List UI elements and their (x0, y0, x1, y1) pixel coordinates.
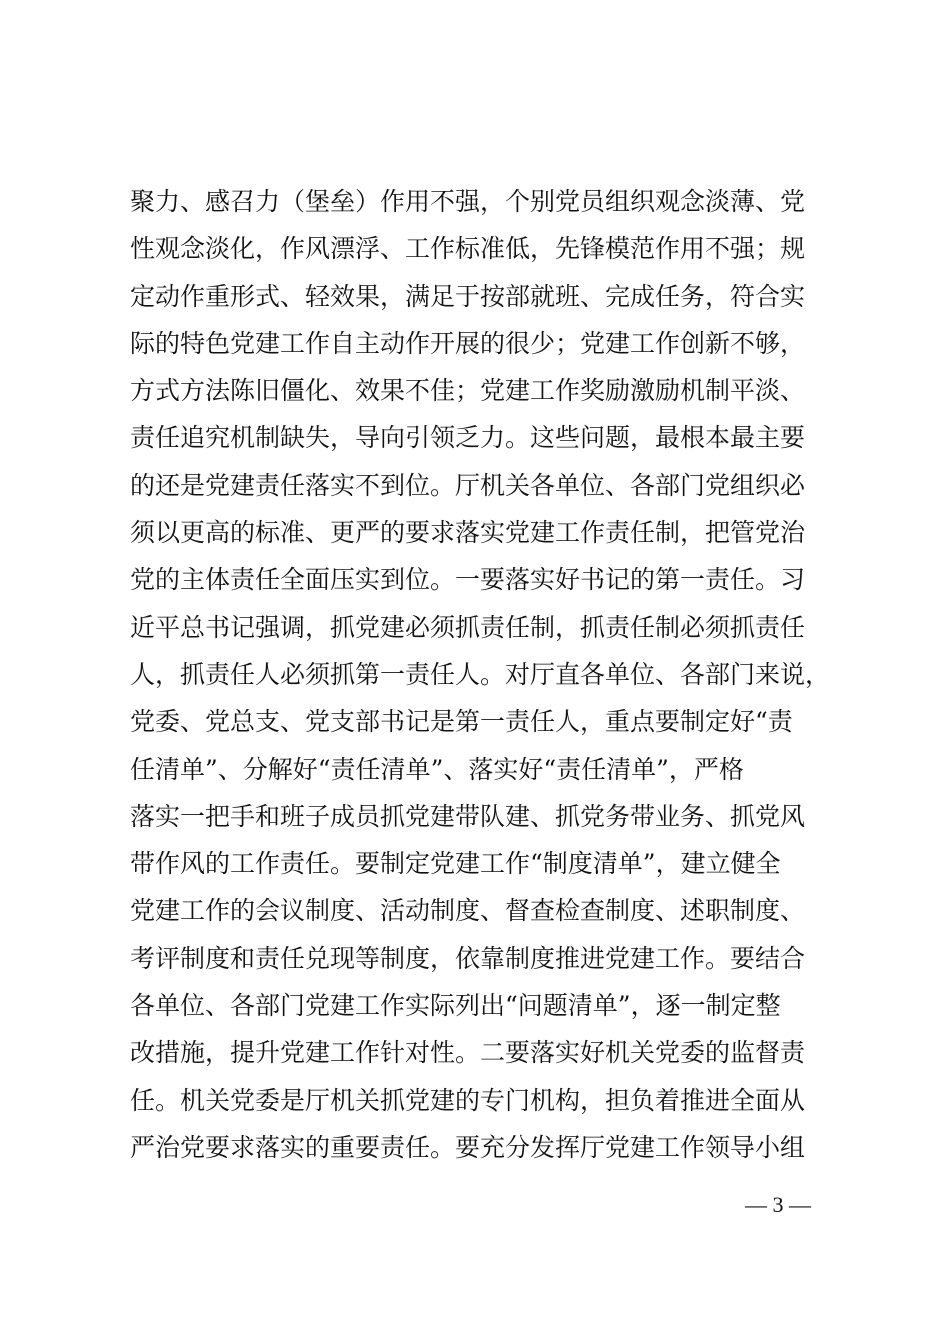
body-line-6: 责任追究机制缺失，导向引领乏力。这些问题，最根本最主要 (130, 423, 806, 453)
body-line-2: 性观念淡化，作风漂浮、工作标准低，先锋模范作用不强；规 (130, 234, 806, 264)
page-number: — 3 — (745, 1192, 811, 1217)
body-line-17: 考评制度和责任兑现等制度，依靠制度推进党建工作。要结合 (130, 943, 806, 973)
body-line-12: 党委、党总支、党支部书记是第一责任人，重点要制定好“责 (130, 707, 793, 737)
body-line-15: 带作风的工作责任。要制定党建工作“制度清单”，建立健全 (130, 849, 781, 879)
body-line-5: 方式方法陈旧僵化、效果不佳；党建工作奖励激励机制平淡、 (130, 376, 806, 406)
body-line-14: 落实一把手和班子成员抓党建带队建、抓党务带业务、抓党风 (130, 801, 806, 831)
body-line-3: 定动作重形式、轻效果，满足于按部就班、完成任务，符合实 (130, 281, 806, 311)
body-line-20: 任。机关党委是厅机关抓党建的专门机构，担负着推进全面从 (130, 1085, 806, 1115)
body-line-1: 聚力、感召力（堡垒）作用不强，个别党员组织观念淡薄、党 (130, 187, 806, 216)
body-line-4: 际的特色党建工作自主动作开展的很少；党建工作创新不够， (130, 328, 806, 358)
body-line-7: 的还是党建责任落实不到位。厅机关各单位、各部门党组织必 (130, 470, 806, 500)
body-line-21: 严治党要求落实的重要责任。要充分发挥厅党建工作领导小组 (130, 1132, 806, 1162)
body-line-8: 须以更高的标准、更严的要求落实党建工作责任制，把管党治 (130, 518, 806, 548)
page-body-text (130, 178, 830, 1171)
body-line-9: 党的主体责任全面压实到位。一要落实好书记的第一责任。习 (130, 565, 806, 595)
body-line-13: 任清单”、分解好“责任清单”、落实好“责任清单”，严格 (130, 754, 744, 784)
body-line-19: 改措施，提升党建工作针对性。二要落实好机关党委的监督责 (130, 1038, 806, 1068)
body-line-11: 人，抓责任人必须抓第一责任人。对厅直各单位、各部门来说， (130, 659, 831, 689)
body-line-16: 党建工作的会议制度、活动制度、督查检查制度、述职制度、 (130, 896, 806, 926)
body-line-10: 近平总书记强调，抓党建必须抓责任制，抓责任制必须抓责任 (130, 612, 806, 642)
body-line-18: 各单位、各部门党建工作实际列出“问题清单”，逐一制定整 (130, 991, 781, 1021)
